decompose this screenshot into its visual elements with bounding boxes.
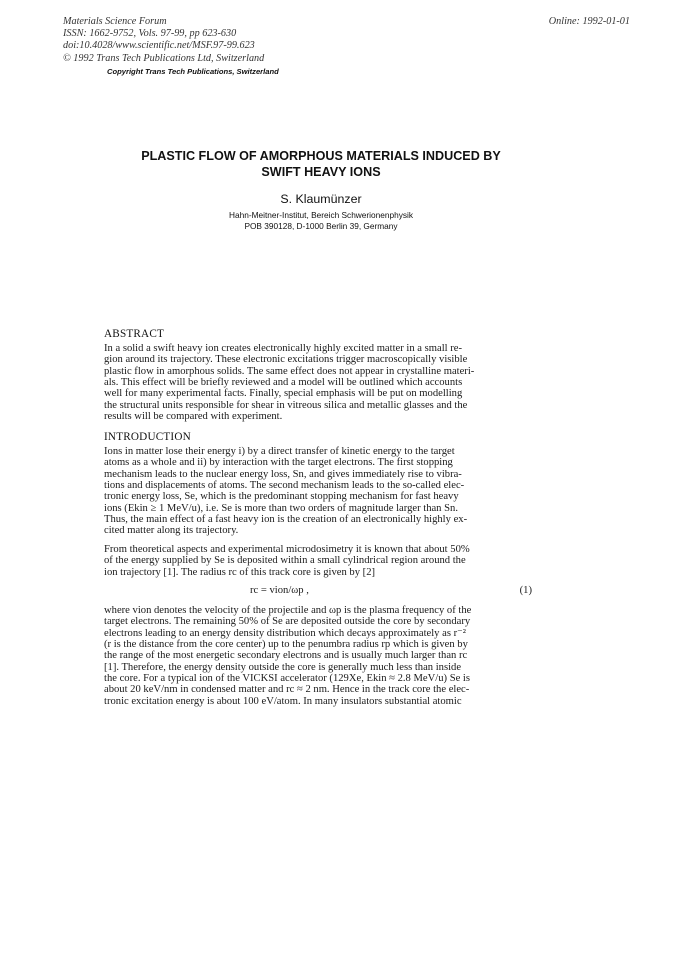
text-line: about 20 keV/nm in condensed matter and rc ≈ 2 nm. Hence in the track core the elec- <box>104 684 470 696</box>
equation-number: (1) <box>519 585 532 596</box>
online-date: Online: 1992-01-01 <box>548 16 630 27</box>
abstract-paragraph <box>104 343 534 422</box>
copyright-stamp: Copyright Trans Tech Publications, Switzerland <box>107 67 279 76</box>
text-line: tronic energy loss, Se, which is the predominant stopping mechanism for fast heavy <box>104 491 459 503</box>
equation-1: rc = vion/ωp , <box>250 585 309 596</box>
doi-line[interactable]: doi:10.4028/www.scientific.net/MSF.97-99.623 <box>63 40 255 52</box>
text-line: tions and displacements of atoms. The second mechanism leads to the so-called elec- <box>104 480 465 492</box>
intro-paragraph-3 <box>104 605 534 707</box>
text-line: gion around its trajectory. These electronic excitations trigger macroscopically visible <box>104 354 468 366</box>
text-line: electrons leading to an energy density distribution which decays approximately as r⁻² <box>104 627 466 639</box>
affiliation-line-1: Hahn-Meitner-Institut, Bereich Schwerionenphysik <box>229 210 413 220</box>
text-line: target electrons. The remaining 50% of Se are deposited outside the core by secondary <box>104 616 471 628</box>
title-line-1: PLASTIC FLOW OF AMORPHOUS MATERIALS INDUCED BY <box>141 149 501 163</box>
affiliation-line-2: POB 390128, D-1000 Berlin 39, Germany <box>244 221 398 231</box>
abstract-heading: ABSTRACT <box>104 328 165 340</box>
introduction-heading: INTRODUCTION <box>104 431 191 443</box>
text-line: ion trajectory [1]. The radius rc of this track core is given by [2] <box>104 566 376 578</box>
copyright-line: © 1992 Trans Tech Publications Ltd, Switzerland <box>63 52 265 64</box>
text-line: well for many experimental facts. Finally, special emphasis will be put on modelling <box>104 388 463 400</box>
text-line: tronic excitation energy is about 100 eV/atom. In many insulators substantial atomic <box>104 695 462 707</box>
text-line: mechanism leads to the nuclear energy loss, Sn, and gives immediately rise to vibra- <box>104 468 462 480</box>
text-line: [1]. Therefore, the energy density outside the core is generally much less than inside <box>104 661 462 673</box>
text-line: Ions in matter lose their energy i) by a direct transfer of kinetic energy to the target <box>104 446 455 457</box>
text-line: of the energy supplied by Se is deposited within a small cylindrical region around the <box>104 555 466 567</box>
issn-line: ISSN: 1662-9752, Vols. 97-99, pp 623-630 <box>63 28 237 40</box>
journal-name: Materials Science Forum <box>63 16 167 27</box>
paper-title <box>110 149 532 180</box>
text-line: In a solid a swift heavy ion creates electronically highly excited matter in a small re- <box>104 343 462 354</box>
text-line: From theoretical aspects and experimental microdosimetry it is known that about 50% <box>104 544 470 555</box>
intro-paragraph-1 <box>104 446 534 537</box>
text-line: als. This effect will be briefly reviewed and a model will be outlined which accounts <box>104 377 463 389</box>
text-line: atoms as a whole and ii) by interaction with the target electrons. The first stopping <box>104 457 453 469</box>
text-line: the range of the most energetic secondary electrons and is usually much larger than rc <box>104 650 468 662</box>
text-line: results will be compared with experiment. <box>104 411 283 423</box>
text-line: where vion denotes the velocity of the projectile and ωp is the plasma frequency of the <box>104 605 472 616</box>
text-line: (r is the distance from the core center) up to the penumbra radius rp which is given by <box>104 639 468 651</box>
text-line: the structural units responsible for shear in vitreous silica and metallic glasses and the <box>104 399 468 411</box>
text-line: cited matter along its trajectory. <box>104 525 239 537</box>
author-name: S. Klaumünzer <box>280 192 362 206</box>
text-line: Thus, the main effect of a fast heavy ion is the creation of an electronically highly ex- <box>104 514 468 526</box>
text-line: plastic flow in amorphous solids. The same effect does not appear in crystalline materi- <box>104 365 475 377</box>
intro-paragraph-2 <box>104 544 534 578</box>
journal-header <box>63 16 423 65</box>
text-line: the core. For a typical ion of the VICKSI accelerator (129Xe, Ekin ≈ 2.8 MeV/u) Se is <box>104 673 471 685</box>
text-line: ions (Ekin ≥ 1 MeV/u), i.e. Se is more than two orders of magnitude larger than Sn. <box>104 502 458 514</box>
title-line-2: SWIFT HEAVY IONS <box>261 164 381 179</box>
